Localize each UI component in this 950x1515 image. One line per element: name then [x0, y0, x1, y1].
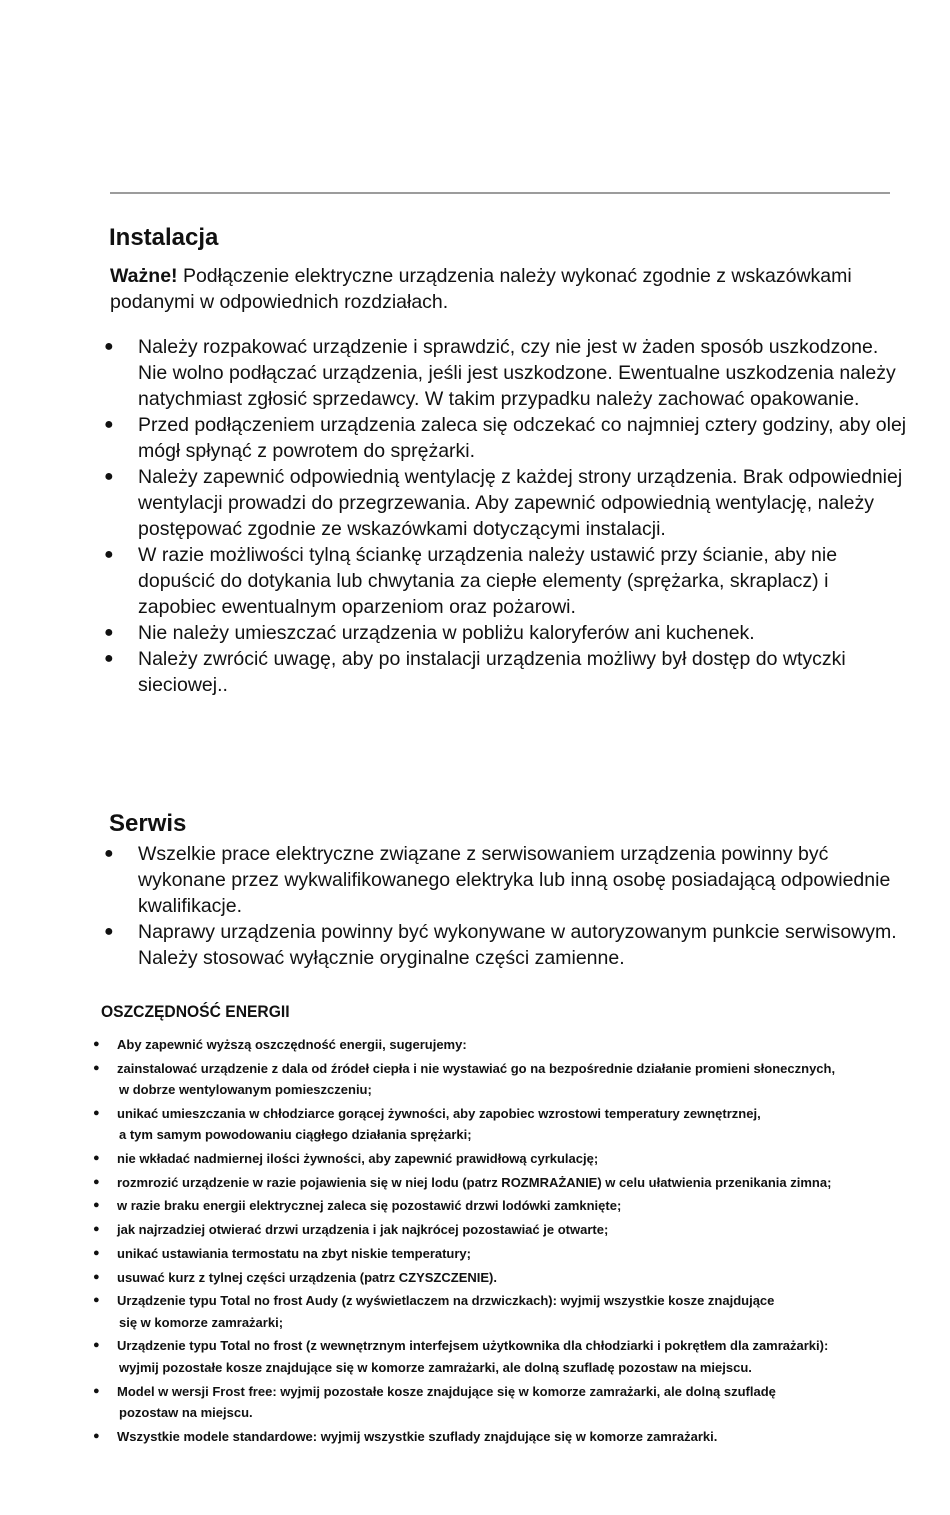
- bullet-icon: ●: [93, 1223, 100, 1236]
- bullet-icon: ●: [93, 1339, 100, 1352]
- bullet-icon: ●: [93, 1429, 100, 1442]
- section-title-energia: OSZCZĘDNOŚĆ ENERGII: [101, 1002, 290, 1021]
- list-item-text-continued: się w komorze zamrażarki;: [119, 1314, 284, 1330]
- list-item-text: Wszelkie prace elektryczne związane z serwisowaniem urządzenia powinny być wykonane przez wykwalifikowanego elektryka lub inną osobę posiadającą odpowiednie kwalifikacje.: [138, 843, 891, 917]
- list-item-text: unikać umieszczania w chłodziarce gorącej żywności, aby zapobiec wzrostowi temperatury zewnętrznej,: [117, 1105, 761, 1121]
- list-item-text: Należy zapewnić odpowiednią wentylację z każdej strony urządzenia. Brak odpowiedniej wentylacji prowadzi do przegrzewania. Aby zapewnić odpowiednią wentylację, należy postępować zgodnie ze wskazówkami dotyczącymi instalacji.: [138, 466, 903, 540]
- list-item: [0, 1381, 947, 1424]
- list-item-text: w razie braku energii elektrycznej zaleca się pozostawić drzwi lodówki zamknięte;: [117, 1198, 622, 1214]
- bullet-icon: ●: [104, 923, 114, 940]
- list-item-text-continued: wyjmij pozostałe kosze znajdujące się w komorze zamrażarki, ale dolną szufladę pozostaw na miejscu.: [119, 1359, 752, 1375]
- list-item: [0, 1103, 947, 1146]
- list-item-text: Należy zwrócić uwagę, aby po instalacji urządzenia możliwy był dostęp do wtyczki sieciowej..: [138, 648, 846, 696]
- bullet-icon: ●: [93, 1246, 100, 1259]
- list-item: [0, 1172, 947, 1194]
- bullet-icon: ●: [93, 1061, 100, 1074]
- list-item: [0, 646, 908, 698]
- list-item-text: Należy rozpakować urządzenie i sprawdzić, czy nie jest w żaden sposób uszkodzone. Nie wolno podłączać urządzenia, jeśli jest uszkodzone. Ewentualne uszkodzenia należy natychmiast zgłosić sprzedawcy. W takim przypadku należy zachować opakowanie.: [138, 336, 896, 410]
- bullet-icon: ●: [104, 338, 114, 355]
- list-item: [0, 1426, 947, 1448]
- bullet-icon: ●: [93, 1199, 100, 1212]
- bullet-icon: ●: [93, 1294, 100, 1307]
- list-item: [0, 464, 908, 542]
- list-item: [0, 1243, 947, 1265]
- list-item-text: zainstalować urządzenie z dala od źródeł ciepła i nie wystawiać go na bezpośrednie działanie promieni słonecznych,: [117, 1060, 836, 1076]
- serwis-list: [0, 841, 908, 971]
- bullet-icon: ●: [93, 1038, 100, 1050]
- bullet-icon: ●: [93, 1106, 100, 1119]
- list-item-text: Aby zapewnić wyższą oszczędność energii, sugerujemy:: [117, 1037, 467, 1052]
- top-divider: [110, 192, 890, 194]
- important-label: Ważne!: [110, 265, 178, 287]
- list-item-text: W razie możliwości tylną ściankę urządzenia należy ustawić przy ścianie, aby nie dopuścić do dotykania lub chwytania za ciepłe elementy (sprężarka, skraplacz) i zapobiec ewentualnym oparzeniom oraz pożarowi.: [138, 544, 838, 618]
- section-title-instalacja: Instalacja: [109, 224, 219, 251]
- list-item-text-continued: w dobrze wentylowanym pomieszczeniu;: [119, 1082, 372, 1098]
- list-item: [0, 1219, 947, 1241]
- bullet-icon: ●: [104, 845, 114, 862]
- list-item: [0, 1148, 947, 1170]
- list-item: [0, 1058, 947, 1101]
- list-item: [0, 334, 908, 412]
- important-text: Podłączenie elektryczne urządzenia należy wykonać zgodnie z wskazówkami podanymi w odpowiednich rozdziałach.: [110, 265, 852, 313]
- list-item-text: Naprawy urządzenia powinny być wykonywane w autoryzowanym punkcie serwisowym. Należy stosować wyłącznie oryginalne części zamienne.: [138, 921, 897, 969]
- list-item-text: Model w wersji Frost free: wyjmij pozostałe kosze znajdujące się w komorze zamrażarki, ale dolną szufladę: [117, 1383, 776, 1399]
- section-title-serwis: Serwis: [109, 810, 187, 837]
- list-item: [0, 412, 908, 464]
- bullet-icon: ●: [104, 468, 114, 485]
- instalacja-list: [0, 334, 908, 698]
- bullet-icon: ●: [93, 1270, 100, 1283]
- list-item: [0, 1267, 947, 1289]
- list-item-text: Urządzenie typu Total no frost (z wewnętrznym interfejsem użytkownika dla chłodziarki i pokrętłem dla zamrażarki):: [117, 1338, 829, 1354]
- list-item-text-continued: a tym samym powodowaniu ciągłego działania sprężarki;: [119, 1127, 472, 1143]
- list-item-text: rozmrozić urządzenie w razie pojawienia się w niej lodu (patrz ROZMRAŻANIE) w celu ułatwienia przenikania zimna;: [117, 1174, 832, 1190]
- list-item-text: nie wkładać nadmiernej ilości żywności, aby zapewnić prawidłową cyrkulację;: [117, 1151, 599, 1167]
- list-item-text: jak najrzadziej otwierać drzwi urządzenia i jak najkrócej pozostawiać je otwarte;: [117, 1222, 609, 1238]
- list-item: [0, 1195, 947, 1217]
- important-note: [110, 263, 870, 315]
- list-item-text-continued: pozostaw na miejscu.: [119, 1405, 253, 1421]
- list-item: [0, 1290, 947, 1333]
- list-item: [0, 620, 908, 646]
- bullet-icon: ●: [93, 1175, 100, 1188]
- list-item-text: Przed podłączeniem urządzenia zaleca się odczekać co najmniej cztery godziny, aby olej mógł spłynąć z powrotem do sprężarki.: [138, 414, 907, 462]
- list-item: [0, 919, 908, 971]
- list-item-text: usuwać kurz z tylnej części urządzenia (patrz CZYSZCZENIE).: [117, 1269, 497, 1285]
- list-item: [0, 841, 908, 919]
- bullet-icon: ●: [93, 1152, 100, 1165]
- list-item: [0, 1335, 947, 1378]
- list-item-text: Nie należy umieszczać urządzenia w pobliżu kaloryferów ani kuchenek.: [138, 622, 755, 644]
- bullet-icon: ●: [104, 650, 114, 667]
- list-item-text: unikać ustawiania termostatu na zbyt niskie temperatury;: [117, 1245, 471, 1261]
- bullet-icon: ●: [93, 1384, 100, 1397]
- bullet-icon: ●: [104, 416, 114, 433]
- list-item: [0, 1034, 947, 1056]
- energia-list: [0, 1034, 947, 1449]
- bullet-icon: ●: [104, 546, 114, 563]
- list-item-text: Wszystkie modele standardowe: wyjmij wszystkie szuflady znajdujące się w komorze zamrażarki.: [117, 1428, 718, 1444]
- list-item-text: Urządzenie typu Total no frost Audy (z wyświetlaczem na drzwiczkach): wyjmij wszystkie kosze znajdujące: [117, 1293, 775, 1309]
- list-item: [0, 542, 908, 620]
- bullet-icon: ●: [104, 624, 114, 641]
